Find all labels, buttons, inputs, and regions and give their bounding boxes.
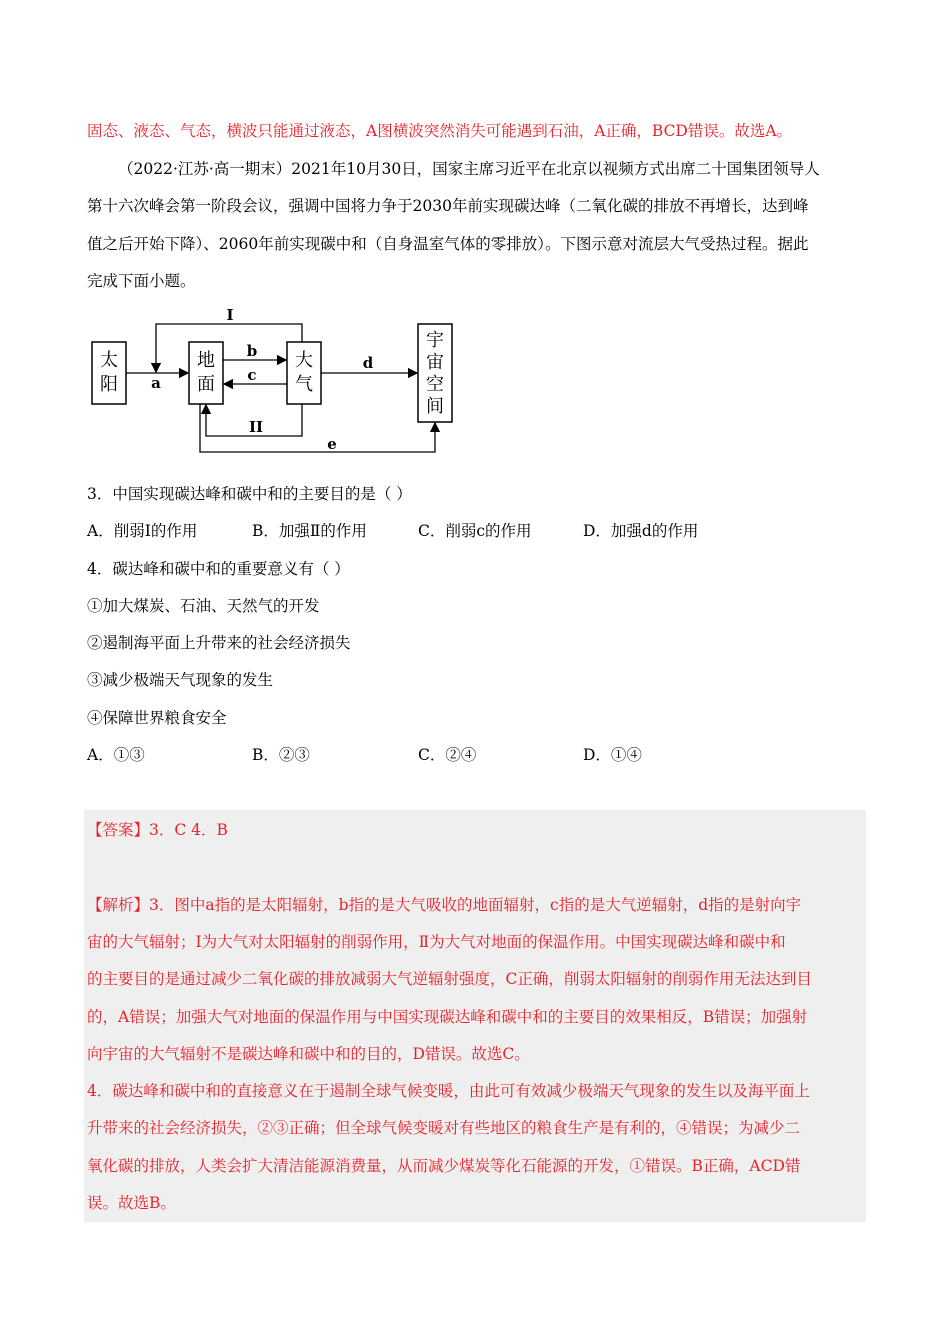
- label-II: II: [248, 418, 264, 436]
- q3-option-c: C．削弱c的作用: [418, 522, 532, 540]
- q4-option-c: C．②④: [418, 746, 477, 764]
- arrow-e: [200, 404, 435, 452]
- analysis-line-1: 【解析】3．图中a指的是太阳辐射，b指的是大气吸收的地面辐射，c指的是大气逆辐射，d指的是射向宇: [87, 896, 802, 914]
- analysis-line-7: 升带来的社会经济损失，②③正确；但全球气候变暖对有些地区的粮食生产是有利的，④错误；为减少二: [87, 1119, 801, 1137]
- space-label-4: 间: [426, 396, 444, 417]
- space-label-1: 宇: [426, 330, 444, 351]
- q4-option-a: A．①③: [87, 746, 145, 764]
- label-a: a: [151, 374, 161, 392]
- top-line: 固态、液态、气态，横波只能通过液态，A图横波突然消失可能遇到石油，A正确，BCD错误。故选A。: [87, 122, 793, 140]
- q4-item-1: ①加大煤炭、石油、天然气的开发: [87, 597, 320, 615]
- q3-option-d: D．加强d的作用: [583, 522, 699, 540]
- ground-label-1: 地: [197, 350, 215, 371]
- ground-label-2: 面: [197, 374, 215, 395]
- sun-label-2: 阳: [100, 374, 118, 395]
- analysis-line-3: 的主要目的是通过减少二氧化碳的排放减弱大气逆辐射强度，C正确，削弱太阳辐射的削弱作用无法达到目: [87, 970, 812, 988]
- analysis-line-9: 误。故选B。: [87, 1194, 176, 1212]
- space-label-2: 宙: [426, 352, 444, 373]
- q3-option-b: B．加强Ⅱ的作用: [252, 522, 367, 540]
- label-I: I: [226, 306, 234, 324]
- q4-item-2: ②遏制海平面上升带来的社会经济损失: [87, 634, 351, 652]
- atmosphere-heating-diagram: [88, 300, 468, 460]
- intro-line-1: （2022·江苏·高一期末）2021年10月30日，国家主席习近平在北京以视频方式出席二十国集团领导人: [118, 160, 820, 178]
- q4-option-b: B．②③: [252, 746, 310, 764]
- q3-stem: 3．中国实现碳达峰和碳中和的主要目的是（ ）: [87, 485, 412, 503]
- q4-stem: 4．碳达峰和碳中和的重要意义有（ ）: [87, 560, 350, 578]
- label-c: c: [247, 366, 257, 384]
- arrow-I: [156, 324, 302, 372]
- q4-option-d: D．①④: [583, 746, 642, 764]
- label-d: d: [362, 354, 374, 372]
- label-e: e: [327, 435, 337, 453]
- analysis-line-2: 宙的大气辐射；Ⅰ为大气对太阳辐射的削弱作用，Ⅱ为大气对地面的保温作用。中国实现碳达峰和碳中和: [87, 933, 786, 951]
- q3-option-a: A．削弱Ⅰ的作用: [87, 522, 198, 540]
- analysis-line-4: 的，A错误；加强大气对地面的保温作用与中国实现碳达峰和碳中和的主要目的效果相反，B错误；加强射: [87, 1008, 808, 1026]
- analysis-line-6: 4．碳达峰和碳中和的直接意义在于遏制全球气候变暖，由此可有效减少极端天气现象的发生以及海平面上: [87, 1082, 810, 1100]
- answer-line: 【答案】3．C 4．B: [87, 821, 228, 839]
- intro-line-2: 第十六次峰会第一阶段会议，强调中国将力争于2030年前实现碳达峰（二氧化碳的排放不再增长，达到峰: [87, 197, 809, 215]
- analysis-line-8: 氧化碳的排放，人类会扩大清洁能源消费量，从而减少煤炭等化石能源的开发，①错误。B正确，ACD错: [87, 1157, 801, 1175]
- q4-item-3: ③减少极端天气现象的发生: [87, 671, 274, 689]
- intro-line-3: 值之后开始下降）、2060年前实现碳中和（自身温室气体的零排放）。下图示意对流层大气受热过程。据此: [87, 235, 809, 253]
- analysis-line-5: 向宇宙的大气辐射不是碳达峰和碳中和的目的，D错误。故选C。: [87, 1045, 530, 1063]
- atmosphere-label-2: 气: [295, 374, 313, 395]
- space-label-3: 空: [426, 374, 444, 395]
- q4-item-4: ④保障世界粮食安全: [87, 709, 227, 727]
- sun-label-1: 太: [100, 350, 118, 371]
- label-b: b: [246, 342, 258, 360]
- intro-line-4: 完成下面小题。: [87, 272, 196, 290]
- atmosphere-label-1: 大: [295, 350, 313, 371]
